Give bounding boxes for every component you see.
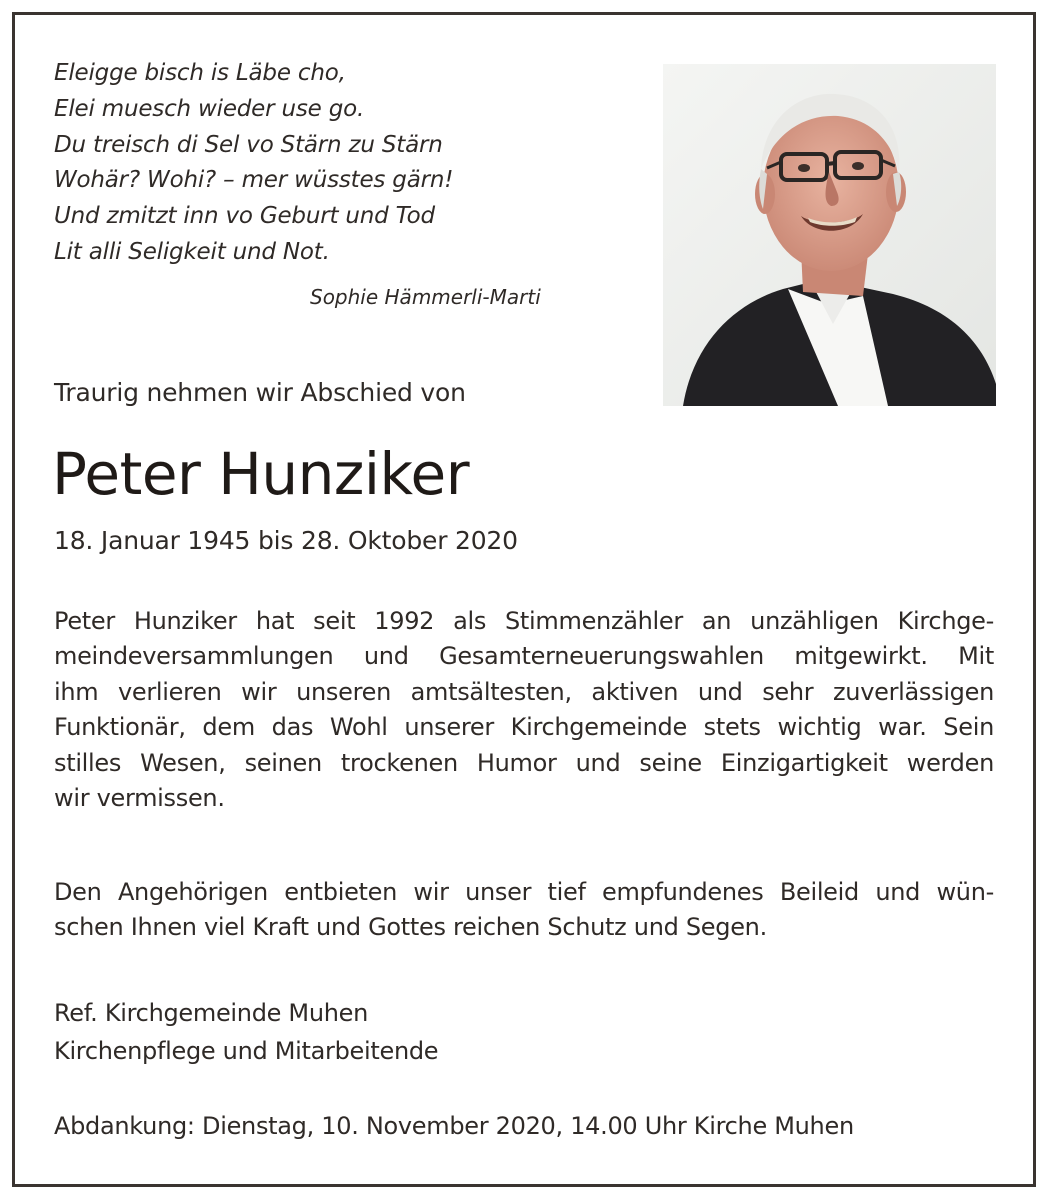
poem-line: Wohär? Wohi? – mer wüsstes gärn! (54, 167, 454, 194)
paragraph-line: ihm verlieren wir unseren amtsältesten, aktiven und sehr zuverlässigen (54, 677, 994, 706)
portrait-photo (663, 64, 996, 406)
poem-line: Und zmitzt inn vo Geburt und Tod (54, 203, 435, 230)
paragraph-line: schen Ihnen viel Kraft und Gottes reichen Schutz und Segen. (54, 913, 767, 942)
signature-block (54, 994, 438, 1070)
paragraph-line: meindeversammlungen und Gesamterneuerungswahlen mitgewirkt. Mit (54, 642, 994, 671)
funeral-service-info: Abdankung: Dienstag, 10. November 2020, 14.00 Uhr Kirche Muhen (54, 1112, 854, 1140)
paragraph-line: Den Angehörigen entbieten wir unser tief empfundenes Beileid und wün- (54, 878, 994, 906)
tribute-paragraph (54, 604, 994, 816)
life-dates: 18. Januar 1945 bis 28. Oktober 2020 (54, 526, 518, 555)
poem-line: Lit alli Seligkeit und Not. (54, 238, 330, 265)
paragraph-line: Funktionär, dem das Wohl unserer Kirchgemeinde stets wichtig war. Sein (54, 713, 994, 742)
condolence-paragraph (54, 875, 994, 946)
paragraph-line: stilles Wesen, seinen trockenen Humor und seine Einzigartigkeit werden (54, 748, 994, 777)
portrait-illustration (663, 64, 996, 406)
paragraph-line: Peter Hunziker hat seit 1992 als Stimmenzähler an unzähligen Kirchge- (54, 607, 994, 635)
poem-line: Eleigge bisch is Läbe cho, (54, 60, 346, 86)
signature-group: Kirchenpflege und Mitarbeitende (54, 1037, 439, 1065)
poem-line: Du treisch di Sel vo Stärn zu Stärn (54, 131, 443, 158)
poem (54, 56, 453, 271)
paragraph-line: wir vermissen. (54, 784, 225, 813)
poem-line: Elei muesch wieder use go. (54, 95, 365, 122)
deceased-name: Peter Hunziker (52, 440, 470, 508)
intro-text: Traurig nehmen wir Abschied von (54, 378, 466, 407)
signature-organization: Ref. Kirchgemeinde Muhen (54, 999, 369, 1027)
poem-author: Sophie Hämmerli-Marti (310, 285, 541, 309)
